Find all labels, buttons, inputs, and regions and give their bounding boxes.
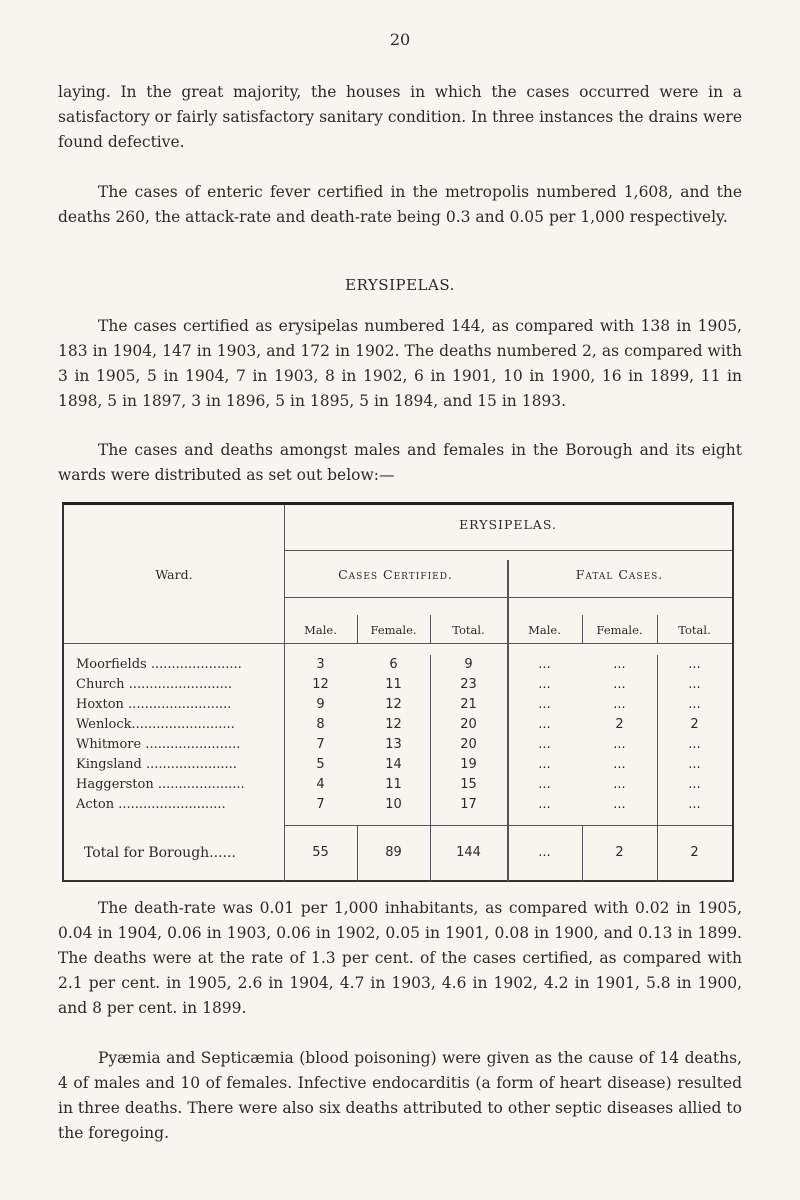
cell-cases-total: 17 — [460, 797, 477, 812]
cell-cases-female: 12 — [385, 697, 402, 712]
cell-fatal-total: ... — [688, 657, 701, 672]
ward-name: Whitmore ....................... — [76, 737, 241, 752]
subheader-fatal-female: Female. — [596, 623, 643, 637]
cell-fatal-female: ... — [613, 797, 626, 812]
cell-fatal-total: ... — [688, 757, 701, 772]
cell-fatal-female: ... — [613, 677, 626, 692]
total-cases-female: 89 — [385, 845, 402, 860]
cell-fatal-female: ... — [613, 757, 626, 772]
cell-fatal-female: 2 — [615, 717, 624, 732]
ward-name: Haggerston ..................... — [76, 777, 245, 792]
column-header-ward: Ward. — [155, 567, 193, 582]
cell-fatal-total: ... — [688, 797, 701, 812]
paragraph-enteric-fever: The cases of enteric fever certified in the metropolis numbered 1,608, and the deaths 260, the attack-rate and death-rate being 0.3 and 0.05 per 1,000 respectively. — [58, 183, 742, 226]
ward-name: Church ......................... — [76, 677, 232, 692]
section-heading-erysipelas: ERYSIPELAS. — [345, 276, 455, 294]
subheader-cases-male: Male. — [304, 623, 337, 637]
table-title: ERYSIPELAS. — [459, 517, 557, 532]
cell-cases-total: 15 — [460, 777, 477, 792]
cell-cases-female: 12 — [385, 717, 402, 732]
total-cases-male: 55 — [312, 845, 329, 860]
cell-fatal-female: ... — [613, 697, 626, 712]
cell-cases-female: 14 — [385, 757, 402, 772]
cell-fatal-male: ... — [538, 677, 551, 692]
cell-cases-male: 12 — [312, 677, 329, 692]
page-number: 20 — [389, 30, 411, 49]
total-fatal-total: 2 — [690, 845, 699, 860]
ward-name: Moorfields ...................... — [76, 657, 242, 672]
cell-cases-female: 11 — [385, 677, 402, 692]
cell-cases-male: 7 — [316, 737, 325, 752]
cell-cases-male: 3 — [316, 657, 325, 672]
paragraph-pyaemia: Pyæmia and Septicæmia (blood poisoning) were given as the cause of 14 deaths, 4 of males and 10 of females. Infective endocarditis (a form of heart disease) resulted in three deaths. There were also six deaths attributed to other septic diseases allied to the foregoing. — [58, 1049, 742, 1142]
paragraph-erysipelas-cases: The cases certified as erysipelas numbered 144, as compared with 138 in 1905, 183 in 1904, 147 in 1903, and 172 in 1902. The deaths numbered 2, as compared with 3 in 1905, 5 in 1904, 7 in 1903, 8 in 1902, 6 in 1901, 10 in 1900, 16 in 1899, 11 in 1898, 5 in 1897, 3 in 1896, 5 in 1895, 5 in 1894, and 15 in 1893. — [58, 317, 742, 410]
cell-cases-male: 4 — [316, 777, 325, 792]
cell-cases-male: 9 — [316, 697, 325, 712]
cell-fatal-total: ... — [688, 777, 701, 792]
cell-fatal-total: ... — [688, 697, 701, 712]
cell-fatal-male: ... — [538, 757, 551, 772]
cell-cases-total: 21 — [460, 697, 477, 712]
cell-cases-female: 11 — [385, 777, 402, 792]
cell-fatal-male: ... — [538, 797, 551, 812]
cell-fatal-total: ... — [688, 737, 701, 752]
cell-fatal-female: ... — [613, 657, 626, 672]
group-header-fatal-cases: Fatal Cases. — [575, 567, 664, 582]
ward-name: Hoxton ......................... — [76, 697, 232, 712]
table-rule — [64, 643, 732, 644]
subheader-fatal-total: Total. — [678, 623, 711, 637]
total-fatal-female: 2 — [615, 845, 624, 860]
cell-cases-female: 6 — [389, 657, 398, 672]
paragraph-drains: laying. In the great majority, the houses in which the cases occurred were in a satisfactory or fairly satisfactory sanitary condition. In three instances the drains were found defective. — [58, 83, 742, 151]
cell-cases-total: 23 — [460, 677, 477, 692]
ward-name: Acton .......................... — [76, 797, 226, 812]
cell-cases-female: 10 — [385, 797, 402, 812]
erysipelas-table — [62, 502, 734, 882]
subheader-cases-female: Female. — [370, 623, 417, 637]
cell-fatal-male: ... — [538, 737, 551, 752]
cell-cases-total: 20 — [460, 737, 477, 752]
cell-fatal-male: ... — [538, 657, 551, 672]
cell-fatal-total: 2 — [690, 717, 699, 732]
table-rule — [284, 550, 732, 551]
ward-name: Wenlock......................... — [76, 717, 235, 732]
cell-cases-male: 7 — [316, 797, 325, 812]
cell-fatal-male: ... — [538, 697, 551, 712]
subheader-cases-total: Total. — [452, 623, 485, 637]
cell-cases-total: 20 — [460, 717, 477, 732]
table-rule — [284, 825, 732, 826]
cell-fatal-male: ... — [538, 717, 551, 732]
paragraph-death-rate: The death-rate was 0.01 per 1,000 inhabitants, as compared with 0.02 in 1905, 0.04 in 1904, 0.06 in 1903, 0.06 in 1902, 0.05 in 1901, 0.08 in 1900, and 0.13 in 1899. The deaths were at the rate of 1.3 per cent. of the cases certified, as compared with 2.1 per cent. in 1905, 2.6 in 1904, 4.7 in 1903, 4.6 in 1902, 4.2 in 1901, 5.8 in 1900, and 8 per cent. in 1899. — [58, 899, 742, 1017]
table-rule — [284, 597, 732, 598]
cell-cases-total: 19 — [460, 757, 477, 772]
group-header-cases-certified: Cases Certified. — [338, 567, 453, 582]
total-fatal-male: ... — [538, 845, 551, 860]
subheader-fatal-male: Male. — [528, 623, 561, 637]
cell-cases-male: 8 — [316, 717, 325, 732]
ward-name: Kingsland ...................... — [76, 757, 237, 772]
cell-fatal-total: ... — [688, 677, 701, 692]
cell-fatal-female: ... — [613, 777, 626, 792]
cell-cases-female: 13 — [385, 737, 402, 752]
total-label: Total for Borough...... — [84, 845, 236, 861]
total-cases-total: 144 — [456, 845, 481, 860]
cell-cases-male: 5 — [316, 757, 325, 772]
cell-fatal-female: ... — [613, 737, 626, 752]
paragraph-distribution-intro: The cases and deaths amongst males and females in the Borough and its eight wards were distributed as set out below:— — [58, 441, 742, 484]
cell-fatal-male: ... — [538, 777, 551, 792]
cell-cases-total: 9 — [464, 657, 473, 672]
